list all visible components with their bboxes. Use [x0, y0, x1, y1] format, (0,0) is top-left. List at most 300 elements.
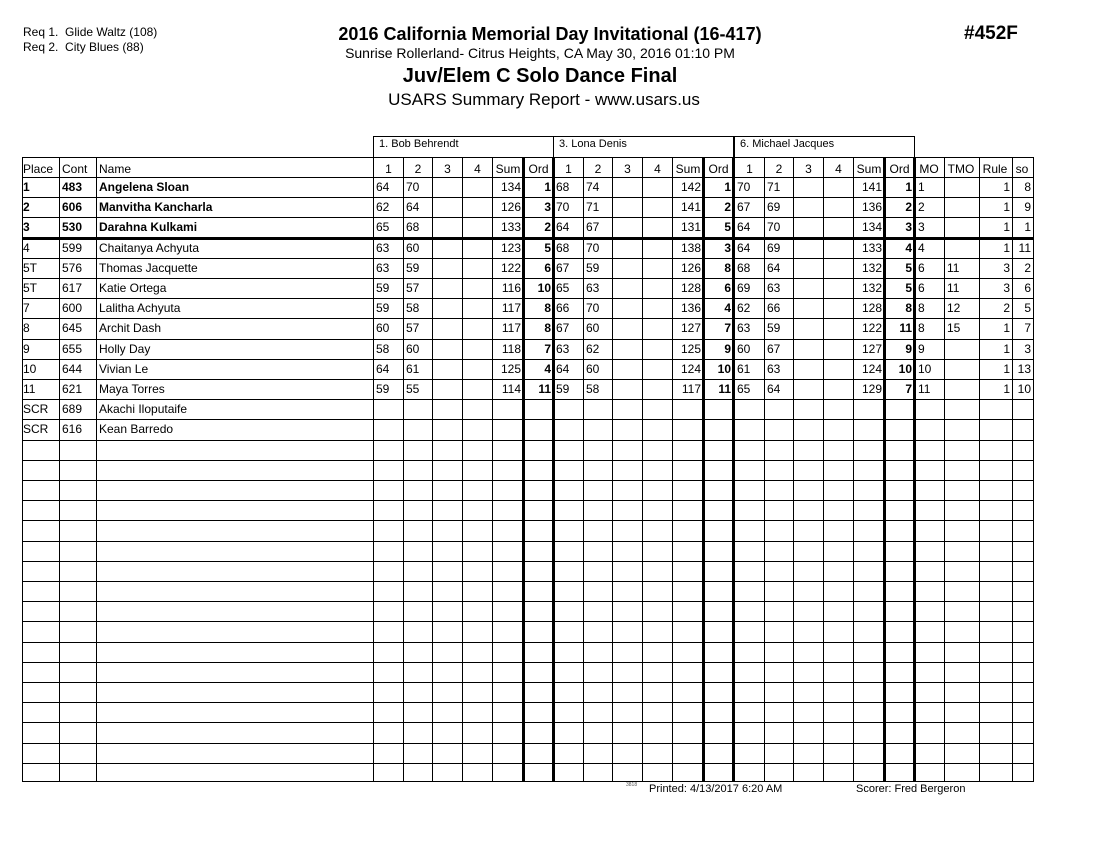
- judge-score: [615, 319, 640, 337]
- judge-score: 67: [767, 342, 781, 356]
- skater-name: Kean Barredo: [99, 422, 174, 436]
- judge-score: 59: [376, 382, 390, 396]
- judge-ordinal: 6: [724, 281, 731, 295]
- judge-score: [826, 400, 851, 418]
- judge-ordinal: 7: [544, 342, 551, 356]
- judge-ordinal: 7: [724, 321, 731, 335]
- judge-score: 71: [767, 180, 781, 194]
- judge-score: [826, 340, 851, 358]
- judge-score: [645, 218, 670, 236]
- judge-score: [465, 239, 490, 257]
- skate-order: 2: [1024, 261, 1031, 275]
- judge-sum: 117: [501, 301, 521, 315]
- judge-sum: [675, 420, 701, 438]
- grid-line: [462, 157, 463, 782]
- contestant-number: 689: [62, 402, 83, 416]
- judge-score: [826, 178, 851, 196]
- judge-ordinal: 4: [724, 301, 731, 315]
- judge-ordinal: [887, 420, 914, 438]
- judge-score: [615, 299, 640, 317]
- column-header-tmo: TMO: [947, 162, 975, 176]
- skate-order: 11: [1018, 241, 1031, 255]
- judge-sum: 122: [861, 321, 882, 335]
- judge-score: [826, 360, 851, 378]
- judge-score: [796, 218, 821, 236]
- judge-score: [615, 178, 640, 196]
- judge-sum: 126: [680, 261, 701, 275]
- majority-ordinal: 9: [918, 342, 925, 356]
- place-cell: 5T: [23, 281, 38, 295]
- judge-score: 61: [737, 362, 751, 376]
- judge-score: [435, 279, 460, 297]
- judge-ordinal: 10: [537, 281, 551, 295]
- judge-score: [435, 340, 460, 358]
- judge-score: 60: [406, 241, 420, 255]
- rule-cell: 1: [1003, 382, 1010, 396]
- grid-line: [373, 157, 374, 782]
- judge-sum: [495, 400, 521, 418]
- judge-score: [737, 420, 762, 438]
- judge-score: [615, 279, 640, 297]
- column-header-judge: 1: [565, 162, 572, 176]
- judge-score: [435, 198, 460, 216]
- rule-cell: 3: [1003, 261, 1010, 275]
- judge-score: [556, 400, 581, 418]
- judge-score: [406, 400, 430, 418]
- judge-score: [435, 239, 460, 257]
- judge-score: 63: [376, 241, 390, 255]
- judge-score: [645, 259, 670, 277]
- judge-sum: 127: [861, 342, 882, 356]
- judge-ordinal: 5: [544, 241, 551, 255]
- judge-score: 60: [586, 362, 600, 376]
- majority-ordinal: 3: [918, 220, 925, 234]
- contestant-number: 616: [62, 422, 83, 436]
- judge-score: [435, 178, 460, 196]
- judge-score: [465, 319, 490, 337]
- judge-score: [376, 400, 401, 418]
- judge-name: 1. Bob Behrendt: [379, 138, 459, 150]
- judge-score: 59: [376, 281, 390, 295]
- judge-score: 60: [737, 342, 751, 356]
- judge-score: [615, 360, 640, 378]
- column-header-cont: Cont: [62, 162, 88, 176]
- judge-score: 74: [586, 180, 600, 194]
- judge-score: 60: [376, 321, 390, 335]
- judge-ordinal: 2: [905, 200, 912, 214]
- judge-score: 62: [376, 200, 390, 214]
- majority-ordinal: 2: [918, 200, 925, 214]
- judge-score: [586, 400, 610, 418]
- judge-sum: 123: [500, 241, 521, 255]
- requirement-label: Req 1.: [23, 25, 59, 39]
- judge-sum: 128: [680, 281, 701, 295]
- judge-ordinal: 10: [898, 362, 912, 376]
- judge-score: 70: [737, 180, 751, 194]
- judge-score: [645, 299, 670, 317]
- place-cell: 11: [23, 382, 36, 396]
- skater-name: Archit Dash: [99, 321, 162, 335]
- contestant-number: 621: [62, 382, 83, 396]
- judge-score: [796, 340, 821, 358]
- grid-line: [915, 157, 916, 782]
- judge-sum: 117: [681, 382, 701, 396]
- judge-score: 63: [737, 321, 751, 335]
- judge-score: 68: [556, 241, 570, 255]
- rule-cell: 1: [1003, 321, 1010, 335]
- column-header-rule: Rule: [982, 162, 1008, 176]
- contestant-number: 530: [62, 220, 83, 234]
- judge-score: [406, 420, 430, 438]
- judge-ordinal: 11: [718, 382, 731, 396]
- grid-line: [612, 157, 613, 782]
- grid-line: [672, 157, 673, 782]
- judge-ordinal: 2: [544, 220, 551, 234]
- judge-score: [796, 178, 821, 196]
- column-header-judge: Sum: [495, 162, 521, 176]
- judge-score: [826, 218, 851, 236]
- judge-name: 6. Michael Jacques: [740, 138, 835, 150]
- total-majority-ordinal: [947, 420, 977, 438]
- judge-score: [796, 360, 821, 378]
- grid-line: [734, 136, 735, 158]
- judge-ordinal: 6: [544, 261, 551, 275]
- judge-score: 71: [586, 200, 600, 214]
- skate-order: 9: [1024, 200, 1031, 214]
- rule-cell: [982, 420, 1010, 438]
- total-majority-ordinal: [947, 340, 977, 358]
- column-header-judge: Sum: [675, 162, 701, 176]
- total-majority-ordinal: [947, 198, 977, 216]
- judge-sum: 131: [680, 220, 701, 234]
- judge-score: [826, 319, 851, 337]
- judge-sum: 118: [501, 342, 521, 356]
- skate-order: 7: [1024, 321, 1031, 335]
- rule-cell: 1: [1003, 180, 1010, 194]
- judge-sum: 114: [501, 382, 521, 396]
- judge-score: [796, 198, 821, 216]
- place-cell: 2: [23, 200, 30, 214]
- judge-score: 63: [767, 362, 781, 376]
- judge-score: [826, 279, 851, 297]
- place-cell: 4: [23, 241, 30, 255]
- judge-score: 68: [737, 261, 751, 275]
- column-header-judge: Ord: [528, 162, 549, 176]
- judge-score: [435, 380, 460, 398]
- judge-score: [767, 420, 791, 438]
- place-cell: SCR: [23, 422, 49, 436]
- grid-line: [883, 157, 886, 782]
- judge-score: [645, 198, 670, 216]
- judge-score: 59: [376, 301, 390, 315]
- judge-score: 66: [767, 301, 781, 315]
- judge-score: [796, 279, 821, 297]
- judge-score: 64: [767, 261, 781, 275]
- total-majority-ordinal: [947, 360, 977, 378]
- judge-ordinal: 8: [544, 301, 551, 315]
- column-header-so: so: [1015, 162, 1029, 176]
- judge-ordinal: 2: [724, 200, 731, 214]
- judge-score: [465, 360, 490, 378]
- rule-cell: 2: [1003, 301, 1010, 315]
- column-header-judge: 3: [624, 162, 631, 176]
- judge-sum: [856, 400, 882, 418]
- judge-score: [615, 198, 640, 216]
- rule-cell: 1: [1003, 362, 1010, 376]
- grid-line: [403, 157, 404, 782]
- rule-cell: 1: [1003, 200, 1010, 214]
- judge-score: [767, 400, 791, 418]
- column-header-judge: Ord: [708, 162, 729, 176]
- grid-line: [553, 136, 554, 158]
- judge-score: [645, 279, 670, 297]
- judge-sum: 138: [680, 241, 701, 255]
- judge-sum: [495, 420, 521, 438]
- grid-line: [96, 157, 97, 782]
- judge-score: [615, 340, 640, 358]
- column-header-judge: 2: [594, 162, 602, 176]
- judge-score: [465, 299, 490, 317]
- judge-score: [435, 299, 460, 317]
- judge-score: [645, 178, 670, 196]
- judge-score: [737, 400, 762, 418]
- judge-score: 57: [406, 321, 420, 335]
- skater-name: Katie Ortega: [99, 281, 167, 295]
- judge-score: 68: [556, 180, 570, 194]
- majority-ordinal: 8: [918, 321, 925, 335]
- judge-ordinal: 9: [724, 342, 731, 356]
- judge-sum: 142: [680, 180, 701, 194]
- skater-name: Darahna Kulkami: [99, 220, 198, 234]
- column-header-judge: 4: [474, 162, 481, 176]
- judge-sum: 129: [861, 382, 882, 396]
- grid-line: [642, 157, 643, 782]
- judge-sum: 133: [861, 241, 882, 255]
- place-cell: 1: [23, 180, 30, 194]
- majority-ordinal: 6: [918, 261, 925, 275]
- judge-sum: 134: [861, 220, 882, 234]
- judge-ordinal: 7: [905, 382, 912, 396]
- judge-score: [645, 360, 670, 378]
- total-majority-ordinal: [947, 218, 977, 236]
- rule-cell: 3: [1003, 281, 1010, 295]
- event-title: Juv/Elem C Solo Dance Final: [402, 65, 678, 87]
- column-header-judge: Ord: [889, 162, 910, 176]
- judge-sum: 136: [861, 200, 882, 214]
- judge-score: 62: [586, 342, 600, 356]
- skater-name: Akachi Iloputaife: [99, 402, 188, 416]
- judge-score: [796, 420, 821, 438]
- contestant-number: 483: [62, 180, 83, 194]
- skate-order: [1015, 420, 1031, 438]
- judge-score: [645, 400, 670, 418]
- total-majority-ordinal: 15: [947, 321, 961, 335]
- column-header-judge: 1: [385, 162, 392, 176]
- contestant-number: 655: [62, 342, 83, 356]
- judge-ordinal: 11: [899, 321, 912, 335]
- judge-score: [465, 400, 490, 418]
- skater-name: Maya Torres: [99, 382, 165, 396]
- place-cell: 9: [23, 342, 30, 356]
- requirement-value: Glide Waltz (108): [65, 25, 158, 39]
- judge-score: 60: [586, 321, 600, 335]
- judge-score: 60: [406, 342, 420, 356]
- report-title: USARS Summary Report - www.usars.us: [388, 90, 700, 109]
- requirement-label: Req 2.: [23, 40, 59, 54]
- judge-sum: 124: [861, 362, 882, 376]
- place-cell: 3: [23, 220, 30, 234]
- column-header-judge: 2: [414, 162, 422, 176]
- place-cell: 7: [23, 301, 30, 315]
- judge-score: 64: [376, 180, 390, 194]
- judge-ordinal: 8: [724, 261, 731, 275]
- judge-ordinal: [526, 420, 553, 438]
- judge-score: [796, 380, 821, 398]
- judge-ordinal: 8: [905, 301, 912, 315]
- grid-line: [1033, 157, 1034, 782]
- skate-order: 1: [1024, 220, 1031, 234]
- contestant-number: 644: [62, 362, 83, 376]
- judge-score: [435, 259, 460, 277]
- column-header-judge: 4: [835, 162, 842, 176]
- grid-line: [764, 157, 765, 782]
- judge-score: 69: [767, 200, 781, 214]
- judge-score: 64: [376, 362, 390, 376]
- judge-sum: 141: [680, 200, 701, 214]
- column-header-judge: 3: [444, 162, 451, 176]
- total-majority-ordinal: [947, 239, 977, 257]
- total-majority-ordinal: 11: [947, 261, 960, 275]
- skate-order: 10: [1017, 382, 1031, 396]
- rule-cell: [982, 400, 1010, 418]
- judge-score: 63: [376, 261, 390, 275]
- place-cell: 5T: [23, 261, 38, 275]
- judge-sum: 133: [500, 220, 521, 234]
- judge-score: 59: [586, 261, 600, 275]
- printed-timestamp: Printed: 4/13/2017 6:20 AM: [649, 783, 783, 795]
- total-majority-ordinal: [947, 380, 977, 398]
- judge-score: [465, 178, 490, 196]
- judge-ordinal: 10: [717, 362, 731, 376]
- judge-score: 64: [556, 362, 570, 376]
- judge-sum: 124: [680, 362, 701, 376]
- judge-score: [435, 319, 460, 337]
- judge-score: [826, 420, 851, 438]
- judge-score: 59: [556, 382, 570, 396]
- judge-score: [465, 279, 490, 297]
- judge-score: 58: [406, 301, 420, 315]
- judge-score: 64: [556, 220, 570, 234]
- judge-score: [645, 420, 670, 438]
- judge-sum: 128: [861, 301, 882, 315]
- grid-line: [583, 157, 584, 782]
- judge-score: [796, 239, 821, 257]
- grid-line: [853, 157, 854, 782]
- judge-score: 64: [737, 220, 751, 234]
- judge-score: [376, 420, 401, 438]
- judge-score: [615, 380, 640, 398]
- skate-order: 8: [1024, 180, 1031, 194]
- judge-score: 67: [556, 321, 570, 335]
- skater-name: Holly Day: [99, 342, 151, 356]
- judge-ordinal: 3: [544, 200, 551, 214]
- place-cell: 8: [23, 321, 30, 335]
- column-header-name: Name: [99, 162, 132, 176]
- majority-ordinal: [918, 420, 942, 438]
- column-header-place: Place: [23, 162, 54, 176]
- judge-score: [615, 218, 640, 236]
- skater-name: Thomas Jacquette: [99, 261, 198, 275]
- judge-sum: 125: [680, 342, 701, 356]
- judge-score: [615, 239, 640, 257]
- judge-ordinal: [706, 400, 733, 418]
- scorer-name: Scorer: Fred Bergeron: [856, 783, 966, 795]
- judge-score: [826, 380, 851, 398]
- skate-order: 13: [1017, 362, 1031, 376]
- footer-code: 3818: [626, 782, 638, 788]
- judge-ordinal: 1: [905, 180, 912, 194]
- column-header-judge: 3: [805, 162, 812, 176]
- grid-line: [1012, 157, 1013, 782]
- skate-order: 5: [1024, 301, 1031, 315]
- judge-score: [615, 420, 640, 438]
- judge-sum: 122: [500, 261, 521, 275]
- judge-score: [645, 319, 670, 337]
- judge-score: 63: [767, 281, 781, 295]
- judge-score: [435, 218, 460, 236]
- judge-sum: 126: [500, 200, 521, 214]
- majority-ordinal: 11: [918, 382, 931, 396]
- column-header-judge: 2: [775, 162, 783, 176]
- judge-score: [796, 259, 821, 277]
- judge-sum: 125: [500, 362, 521, 376]
- judge-score: [826, 259, 851, 277]
- judge-ordinal: 3: [905, 220, 912, 234]
- contestant-number: 645: [62, 321, 83, 335]
- judge-score: [796, 319, 821, 337]
- judge-score: [435, 400, 460, 418]
- grid-line: [914, 136, 915, 158]
- judge-ordinal: 1: [724, 180, 731, 194]
- judge-ordinal: [706, 420, 733, 438]
- rule-cell: 1: [1003, 342, 1010, 356]
- judge-score: [796, 400, 821, 418]
- judge-sum: [856, 420, 882, 438]
- judge-score: 65: [376, 220, 390, 234]
- grid-line: [702, 157, 705, 782]
- judge-score: 58: [376, 342, 390, 356]
- judge-ordinal: 8: [544, 321, 551, 335]
- grid-line: [373, 136, 374, 158]
- judge-sum: 136: [680, 301, 701, 315]
- judge-sum: 134: [500, 180, 521, 194]
- judge-score: [796, 299, 821, 317]
- majority-ordinal: 1: [918, 180, 925, 194]
- judge-ordinal: 5: [905, 281, 912, 295]
- rule-cell: 1: [1003, 241, 1010, 255]
- contestant-number: 576: [62, 261, 83, 275]
- skater-name: Manvitha Kancharla: [99, 200, 213, 214]
- judge-ordinal: [887, 400, 914, 418]
- judge-sum: 127: [680, 321, 701, 335]
- grid-line: [823, 157, 824, 782]
- judge-score: 70: [556, 200, 570, 214]
- place-cell: SCR: [23, 402, 49, 416]
- grid-line: [59, 157, 60, 782]
- judge-score: 59: [767, 321, 781, 335]
- grid-line: [432, 157, 433, 782]
- grid-line: [944, 157, 945, 782]
